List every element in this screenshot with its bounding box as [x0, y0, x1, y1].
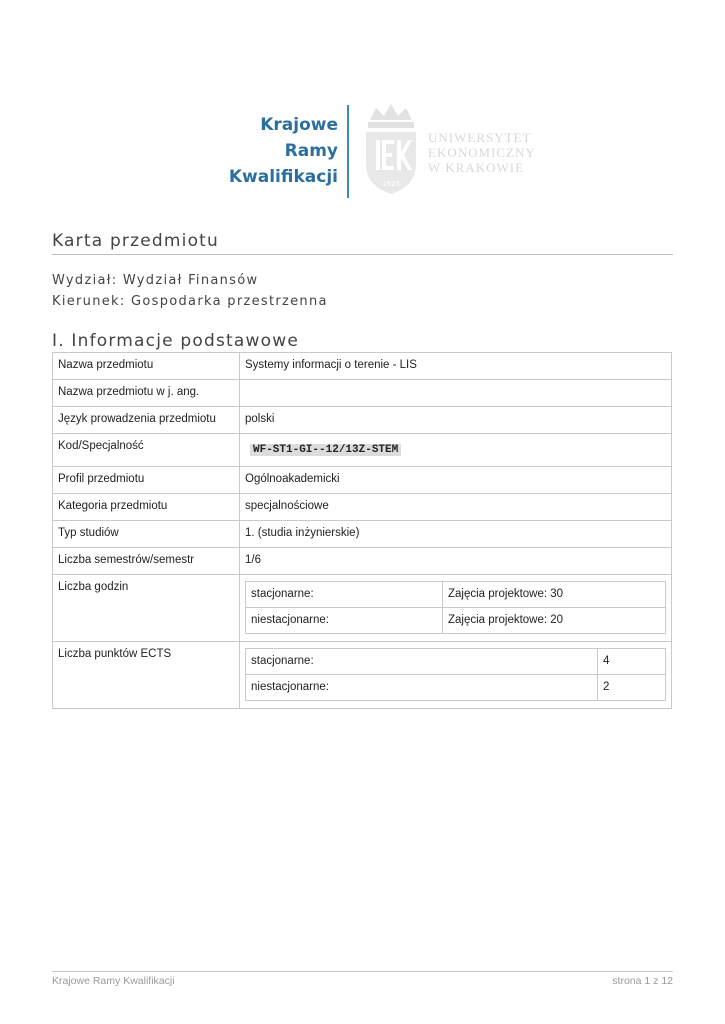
table-row — [53, 380, 672, 407]
mode-value: 4 — [598, 649, 666, 675]
course-code: WF-ST1-GI--12/13Z-STEM — [250, 444, 401, 456]
subtable-row — [246, 649, 666, 675]
row-value: 1. (studia inżynierskie) — [240, 521, 672, 548]
krk-logo-line-3: Kwalifikacji — [228, 167, 338, 187]
krk-logo-line-1: Krajowe — [260, 115, 338, 135]
row-label: Język prowadzenia przedmiotu — [53, 407, 240, 434]
basic-info-table — [52, 352, 672, 709]
header-logos — [228, 100, 552, 200]
uek-line-3: W KRAKOWIE — [428, 160, 525, 175]
mode-label: niestacjonarne: — [246, 608, 443, 634]
faculty-line: Wydział: Wydział Finansów — [52, 273, 259, 288]
row-label: Typ studiów — [53, 521, 240, 548]
row-label: Liczba godzin — [53, 575, 240, 642]
page-title: Karta przedmiotu — [52, 231, 220, 251]
row-value: specjalnościowe — [240, 494, 672, 521]
subtable-row — [246, 675, 666, 701]
page-number: strona 1 z 12 — [612, 975, 673, 987]
mode-label: stacjonarne: — [246, 649, 598, 675]
field-line: Kierunek: Gospodarka przestrzenna — [52, 294, 328, 309]
uek-line-2: EKONOMICZNY — [428, 145, 536, 160]
subtable-row — [246, 608, 666, 634]
row-value: Ogólnoakademicki — [240, 467, 672, 494]
row-value — [240, 380, 672, 407]
row-value: 1/6 — [240, 548, 672, 575]
row-label: Liczba semestrów/semestr — [53, 548, 240, 575]
table-row — [53, 494, 672, 521]
section-title: I. Informacje podstawowe — [52, 331, 299, 351]
footer-left-text: Krajowe Ramy Kwalifikacji — [52, 975, 175, 987]
mode-value: Zajęcia projektowe: 30 — [443, 582, 666, 608]
row-value: polski — [240, 407, 672, 434]
mode-label: niestacjonarne: — [246, 675, 598, 701]
subtable-row — [246, 582, 666, 608]
mode-value: 2 — [598, 675, 666, 701]
uek-year: 1925 — [382, 180, 400, 188]
uek-logo — [360, 100, 550, 200]
row-label: Kod/Specjalność — [53, 434, 240, 467]
row-label: Profil przedmiotu — [53, 467, 240, 494]
hours-subtable — [245, 581, 666, 634]
table-row — [53, 434, 672, 467]
row-label: Nazwa przedmiotu — [53, 353, 240, 380]
table-row-hours — [53, 575, 672, 642]
hours-cell — [240, 575, 672, 642]
krk-logo — [229, 112, 338, 190]
krk-logo-line-2: Ramy — [284, 141, 338, 161]
table-row — [53, 521, 672, 548]
row-label: Liczba punktów ECTS — [53, 642, 240, 709]
table-row — [53, 353, 672, 380]
uek-wordmark — [428, 130, 536, 175]
mode-label: stacjonarne: — [246, 582, 443, 608]
ects-cell — [240, 642, 672, 709]
table-row — [53, 548, 672, 575]
table-row — [53, 407, 672, 434]
row-value — [240, 434, 672, 467]
row-label: Kategoria przedmiotu — [53, 494, 240, 521]
row-label: Nazwa przedmiotu w j. ang. — [53, 380, 240, 407]
table-row — [53, 467, 672, 494]
ects-subtable — [245, 648, 666, 701]
row-value: Systemy informacji o terenie - LIS — [240, 353, 672, 380]
uek-crest-icon — [360, 102, 422, 197]
logo-divider — [347, 105, 349, 198]
table-row-ects — [53, 642, 672, 709]
title-divider — [52, 254, 673, 255]
mode-value: Zajęcia projektowe: 20 — [443, 608, 666, 634]
uek-line-1: UNIWERSYTET — [428, 130, 532, 145]
footer-divider — [52, 971, 673, 972]
